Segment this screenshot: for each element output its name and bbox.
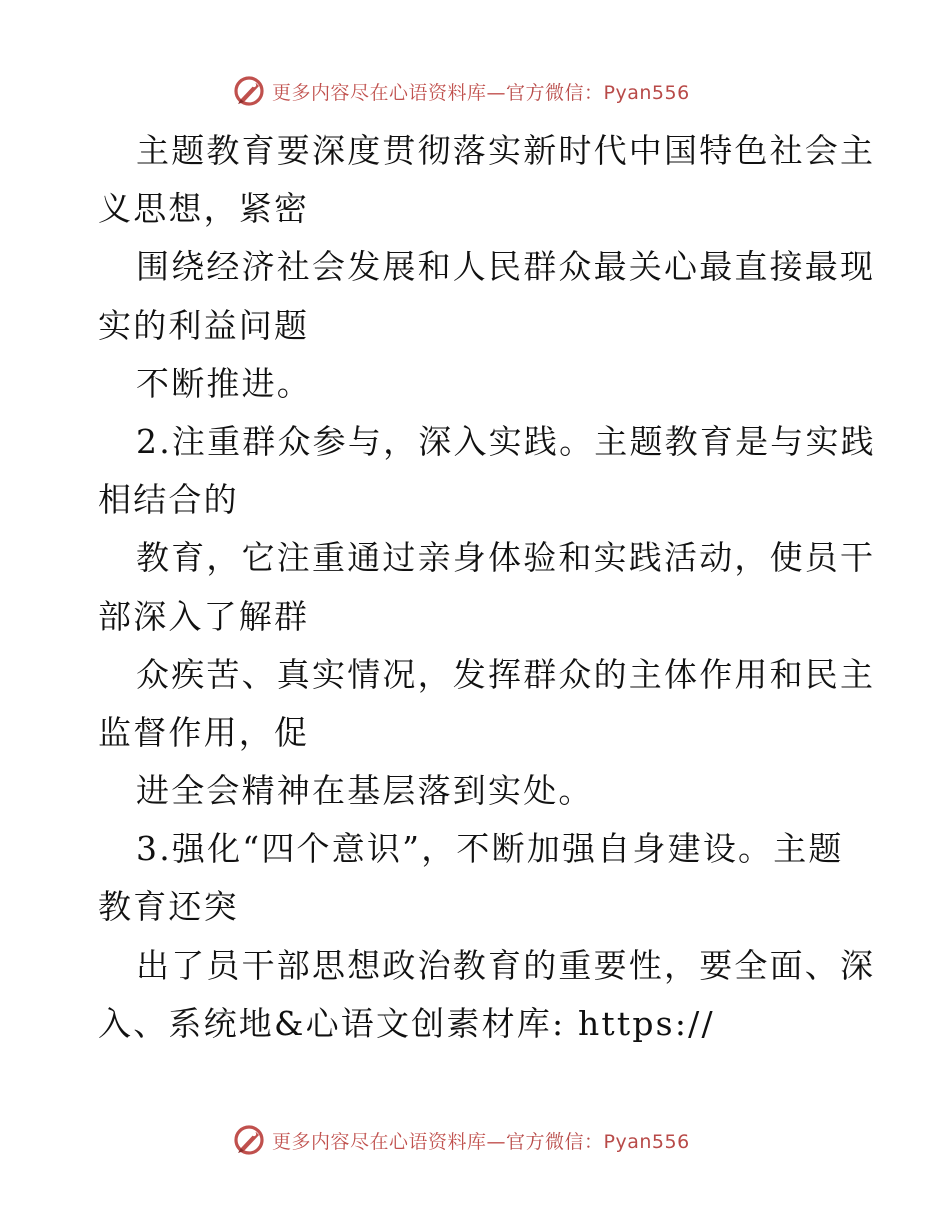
text-line: 进全会精神在基层落到实处。 (136, 771, 594, 811)
text-line: 入、系统地&心语文创素材库: https:// (98, 1003, 715, 1043)
pen-logo-icon (232, 1123, 266, 1157)
text-line: 主题教育要深度贯彻落实新时代中国特色社会主 (136, 131, 876, 170)
text-line: 部深入了解群 (98, 596, 310, 636)
text-line: 教育，它注重通过亲身体验和实践活动，使员干 (136, 538, 876, 578)
watermark-separator: — (486, 1130, 507, 1153)
text-line: 2.注重群众参与，深入实践。主题教育是与实践 (136, 421, 876, 461)
pen-logo-icon (232, 74, 266, 108)
text-line: 出了员干部思想政治教育的重要性，要全面、深 (136, 945, 876, 985)
watermark-text (272, 1127, 690, 1154)
footer-watermark (232, 1123, 690, 1157)
text-line: 众疾苦、真实情况，发挥群众的主体作用和民主 (136, 654, 876, 694)
text-line: 围绕经济社会发展和人民群众最关心最直接最现 (136, 247, 876, 287)
document-body (98, 122, 876, 1053)
text-line: 监督作用，促 (98, 712, 310, 752)
text-line: 教育还突 (98, 887, 239, 927)
watermark-contact: 官方微信：Pyan556 (506, 1130, 690, 1153)
watermark-text (272, 78, 690, 105)
text-line: 不断推进。 (136, 363, 312, 403)
watermark-contact: 官方微信：Pyan556 (506, 81, 690, 104)
text-line: 实的利益问题 (98, 305, 310, 345)
watermark-main: 更多内容尽在心语资料库 (272, 81, 487, 104)
text-line: 3.强化“四个意识”，不断加强自身建设。主题 (136, 829, 844, 869)
watermark-separator: — (486, 81, 507, 104)
watermark-main: 更多内容尽在心语资料库 (272, 1130, 487, 1153)
text-line: 义思想，紧密 (98, 189, 310, 229)
header-watermark (232, 74, 690, 108)
text-line: 相结合的 (98, 480, 239, 520)
